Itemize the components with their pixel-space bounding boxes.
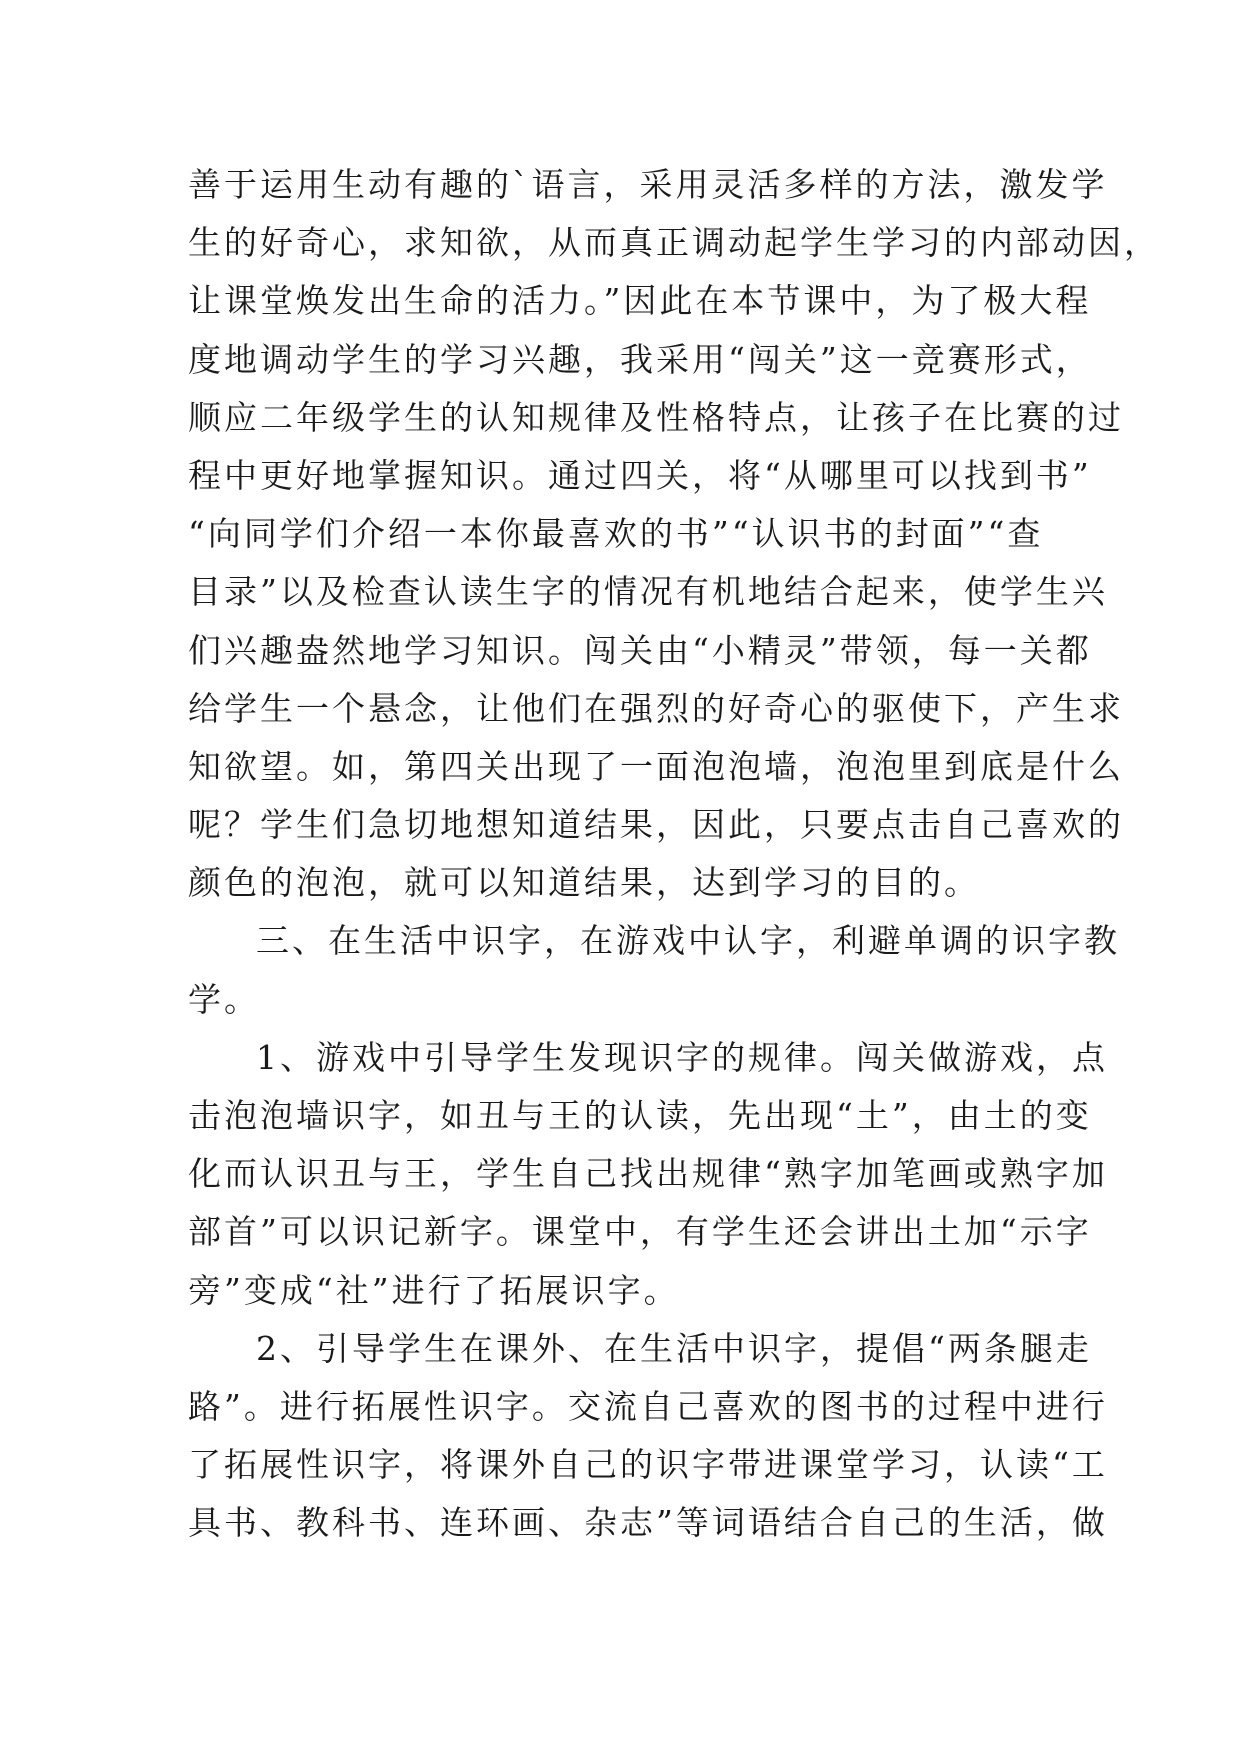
text-line: 部首”可以识记新字。课堂中，有学生还会讲出土加“示字 xyxy=(188,1212,1092,1252)
text-line: 2、引导学生在课外、在生活中识字，提倡“两条腿走 xyxy=(256,1328,1092,1368)
text-line: 顺应二年级学生的认知规律及性格特点，让孩子在比赛的过 xyxy=(188,397,1124,437)
text-line: 1、游戏中引导学生发现识字的规律。闯关做游戏，点 xyxy=(256,1037,1108,1077)
text-line: “向同学们介绍一本你最喜欢的书”“认识书的封面”“查 xyxy=(188,514,1044,554)
text-line: 学。 xyxy=(188,979,260,1019)
text-line: 生的好奇心，求知欲，从而真正调动起学生学习的内部动因， xyxy=(188,223,1160,263)
text-line: 度地调动学生的学习兴趣，我采用“闯关”这一竞赛形式， xyxy=(188,339,1092,379)
text-line: 具书、教科书、连环画、杂志”等词语结合自己的生活，做 xyxy=(188,1503,1108,1543)
text-line: 程中更好地掌握知识。通过四关，将“从哪里可以找到书” xyxy=(188,455,1092,495)
text-line: 化而认识丑与王，学生自己找出规律“熟字加笔画或熟字加 xyxy=(188,1154,1108,1194)
text-line: 目录”以及检查认读生字的情况有机地结合起来，使学生兴 xyxy=(188,572,1108,612)
text-line: 让课堂焕发出生命的活力。”因此在本节课中，为了极大程 xyxy=(188,281,1092,321)
text-line: 路”。进行拓展性识字。交流自己喜欢的图书的过程中进行 xyxy=(188,1386,1108,1426)
text-line: 旁”变成“社”进行了拓展识字。 xyxy=(188,1270,680,1310)
text-line: 呢？学生们急切地想知道结果，因此，只要点击自己喜欢的 xyxy=(188,805,1124,845)
section-heading-line: 三、在生活中识字，在游戏中认字，利避单调的识字教 xyxy=(256,921,1120,961)
text-line: 给学生一个悬念，让他们在强烈的好奇心的驱使下，产生求 xyxy=(188,688,1124,728)
text-line: 们兴趣盎然地学习知识。闯关由“小精灵”带领，每一关都 xyxy=(188,630,1092,670)
text-line: 颜色的泡泡，就可以知道结果，达到学习的目的。 xyxy=(188,863,980,903)
body-text xyxy=(188,156,1160,1553)
text-line: 击泡泡墙识字，如丑与王的认读，先出现“土”，由土的变 xyxy=(188,1096,1092,1135)
text-line: 了拓展性识字，将课外自己的识字带进课堂学习，认读“工 xyxy=(188,1445,1108,1485)
text-line: 知欲望。如，第四关出现了一面泡泡墙，泡泡里到底是什么 xyxy=(188,746,1124,786)
text-line: 善于运用生动有趣的`语言，采用灵活多样的方法，激发学 xyxy=(188,165,1108,204)
